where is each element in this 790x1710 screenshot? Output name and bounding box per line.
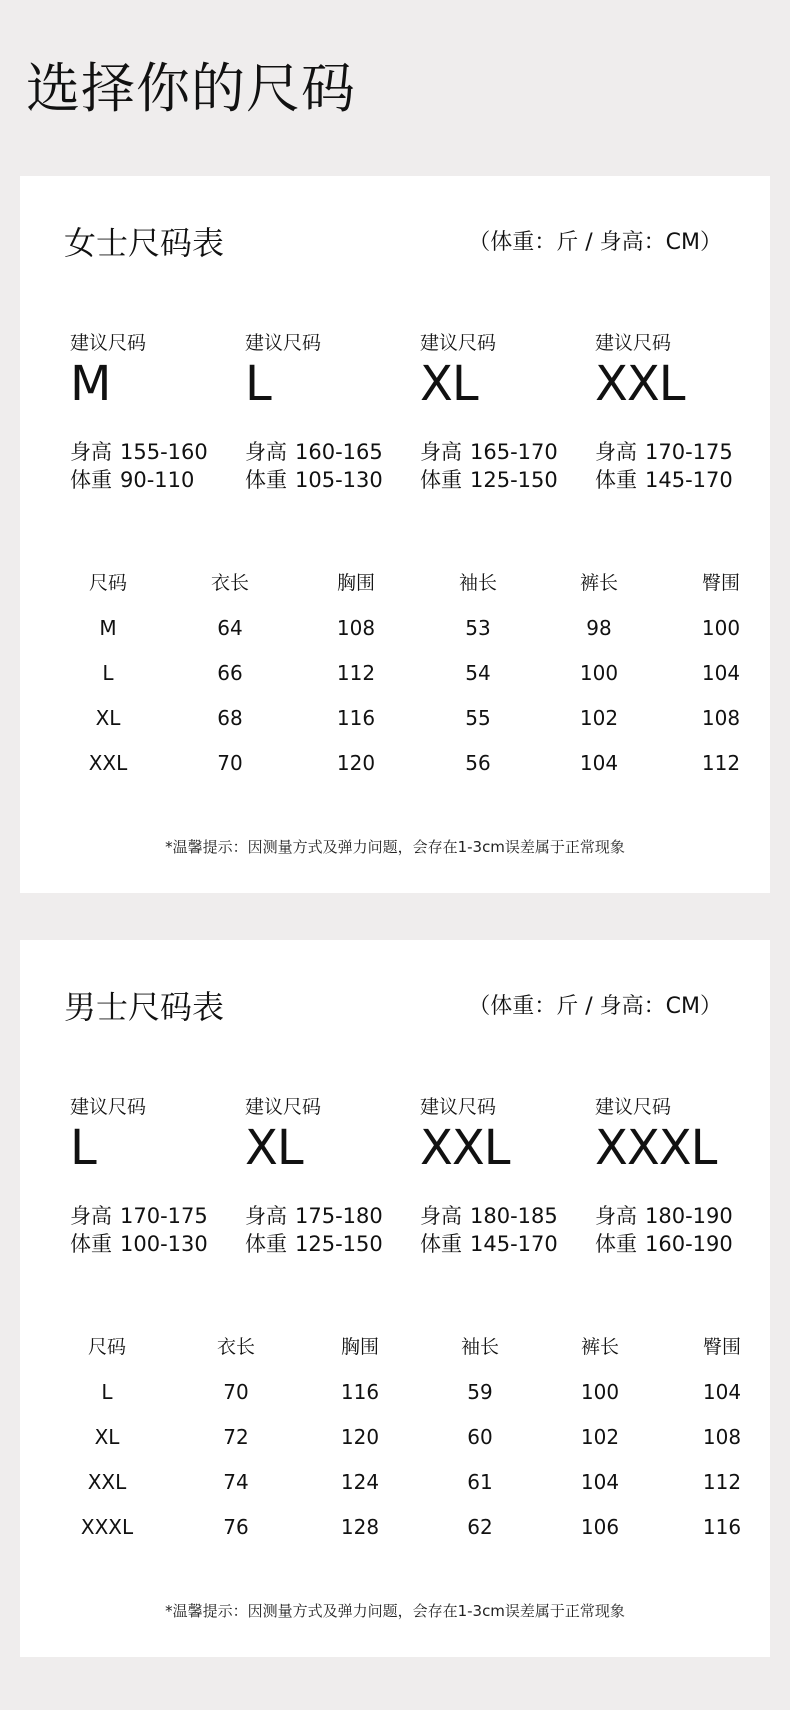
weight-label: 体重 bbox=[420, 468, 462, 492]
table-cell: 128 bbox=[340, 1515, 380, 1539]
recommended-size-value: XL bbox=[245, 1120, 303, 1176]
women-unit-note: （体重：斤 / 身高：CM） bbox=[468, 230, 722, 255]
recommended-size-value: M bbox=[70, 356, 111, 412]
recommended-size-value: XL bbox=[420, 356, 478, 412]
weight-range bbox=[245, 1230, 415, 1258]
table-cell: 61 bbox=[467, 1470, 493, 1494]
men-recommended-sizes bbox=[70, 1098, 750, 1273]
column-header-chest: 胸围 bbox=[336, 572, 375, 594]
weight-label: 体重 bbox=[245, 468, 287, 492]
weight-range bbox=[70, 1230, 240, 1258]
table-cell: 108 bbox=[701, 706, 741, 730]
height-label: 身高 bbox=[420, 440, 462, 464]
men-measurement-tip: *温馨提示：因测量方式及弹力问题，会存在1-3cm误差属于正常现象 bbox=[165, 1602, 625, 1620]
table-cell: 116 bbox=[702, 1515, 742, 1539]
table-cell: 70 bbox=[223, 1380, 249, 1404]
height-label: 身高 bbox=[70, 440, 112, 464]
table-cell: 112 bbox=[702, 1470, 742, 1494]
table-cell: 56 bbox=[465, 751, 491, 775]
height-label: 身高 bbox=[245, 440, 287, 464]
height-value: 180-185 bbox=[470, 1204, 558, 1228]
table-cell: 102 bbox=[579, 706, 619, 730]
recommended-size-label: 建议尺码 bbox=[70, 1096, 147, 1118]
table-cell: 116 bbox=[340, 1380, 380, 1404]
weight-label: 体重 bbox=[245, 1232, 287, 1256]
table-cell: 66 bbox=[217, 661, 243, 685]
recommended-size-card bbox=[245, 1098, 415, 1258]
women-measurement-tip: *温馨提示：因测量方式及弹力问题，会存在1-3cm误差属于正常现象 bbox=[165, 838, 625, 856]
table-cell: 104 bbox=[701, 661, 741, 685]
table-cell: 116 bbox=[336, 706, 376, 730]
weight-range bbox=[595, 466, 765, 494]
column-header-size: 尺码 bbox=[87, 1336, 126, 1358]
men-chart-title: 男士尺码表 bbox=[64, 988, 225, 1026]
height-range bbox=[70, 1202, 240, 1230]
weight-value: 160-190 bbox=[645, 1232, 733, 1256]
height-range bbox=[595, 1202, 765, 1230]
recommended-size-label: 建议尺码 bbox=[245, 1096, 322, 1118]
recommended-size-value: L bbox=[70, 1120, 96, 1176]
table-row bbox=[58, 706, 748, 751]
table-cell: 98 bbox=[586, 616, 612, 640]
height-value: 165-170 bbox=[470, 440, 558, 464]
table-row bbox=[58, 751, 748, 796]
table-cell: XXL bbox=[87, 1470, 127, 1494]
table-cell: 74 bbox=[223, 1470, 249, 1494]
table-cell: 55 bbox=[465, 706, 491, 730]
recommended-size-card bbox=[420, 334, 590, 494]
table-row bbox=[58, 1515, 748, 1560]
women-measurement-table bbox=[58, 571, 748, 796]
table-cell: 102 bbox=[580, 1425, 620, 1449]
table-cell: 68 bbox=[217, 706, 243, 730]
height-label: 身高 bbox=[420, 1204, 462, 1228]
column-header-pants-length: 裤长 bbox=[579, 572, 618, 594]
column-header-size: 尺码 bbox=[88, 572, 127, 594]
height-value: 175-180 bbox=[295, 1204, 383, 1228]
weight-range bbox=[420, 1230, 590, 1258]
recommended-size-card bbox=[70, 334, 240, 494]
weight-value: 125-150 bbox=[295, 1232, 383, 1256]
height-label: 身高 bbox=[70, 1204, 112, 1228]
recommended-size-card bbox=[420, 1098, 590, 1258]
women-chart-title: 女士尺码表 bbox=[64, 224, 225, 262]
weight-value: 125-150 bbox=[470, 468, 558, 492]
recommended-size-label: 建议尺码 bbox=[245, 332, 322, 354]
column-header-sleeve: 袖长 bbox=[458, 572, 497, 594]
table-cell: 104 bbox=[702, 1380, 742, 1404]
table-cell: XXL bbox=[88, 751, 128, 775]
recommended-size-card bbox=[595, 1098, 765, 1258]
table-cell: 59 bbox=[467, 1380, 493, 1404]
weight-value: 145-170 bbox=[645, 468, 733, 492]
height-label: 身高 bbox=[595, 1204, 637, 1228]
recommended-size-card bbox=[70, 1098, 240, 1258]
table-cell: M bbox=[99, 616, 117, 640]
table-header-row bbox=[58, 571, 748, 616]
table-row bbox=[58, 616, 748, 661]
table-cell: 120 bbox=[336, 751, 376, 775]
height-range bbox=[245, 1202, 415, 1230]
table-cell: XXXL bbox=[80, 1515, 134, 1539]
table-cell: L bbox=[101, 1380, 113, 1404]
column-header-chest: 胸围 bbox=[340, 1336, 379, 1358]
height-value: 170-175 bbox=[120, 1204, 208, 1228]
table-row bbox=[58, 1380, 748, 1425]
weight-range bbox=[420, 466, 590, 494]
height-value: 180-190 bbox=[645, 1204, 733, 1228]
table-cell: 120 bbox=[340, 1425, 380, 1449]
table-cell: 53 bbox=[465, 616, 491, 640]
weight-label: 体重 bbox=[595, 1232, 637, 1256]
table-cell: L bbox=[102, 661, 114, 685]
table-cell: 64 bbox=[217, 616, 243, 640]
column-header-hip: 臀围 bbox=[701, 572, 740, 594]
table-cell: XL bbox=[95, 706, 121, 730]
table-header-row bbox=[58, 1335, 748, 1380]
table-cell: 104 bbox=[579, 751, 619, 775]
height-range bbox=[245, 438, 415, 466]
recommended-size-card bbox=[245, 334, 415, 494]
table-cell: 106 bbox=[580, 1515, 620, 1539]
weight-range bbox=[595, 1230, 765, 1258]
table-cell: 108 bbox=[702, 1425, 742, 1449]
weight-label: 体重 bbox=[420, 1232, 462, 1256]
height-label: 身高 bbox=[245, 1204, 287, 1228]
table-cell: 54 bbox=[465, 661, 491, 685]
column-header-length: 衣长 bbox=[216, 1336, 255, 1358]
recommended-size-value: XXL bbox=[420, 1120, 510, 1176]
recommended-size-value: XXL bbox=[595, 356, 685, 412]
recommended-size-value: XXXL bbox=[595, 1120, 717, 1176]
height-value: 170-175 bbox=[645, 440, 733, 464]
table-cell: XL bbox=[94, 1425, 120, 1449]
recommended-size-label: 建议尺码 bbox=[420, 1096, 497, 1118]
weight-value: 90-110 bbox=[120, 468, 195, 492]
men-measurement-table bbox=[58, 1335, 748, 1560]
table-row bbox=[58, 661, 748, 706]
table-cell: 124 bbox=[340, 1470, 380, 1494]
women-size-chart bbox=[20, 176, 770, 893]
height-label: 身高 bbox=[595, 440, 637, 464]
recommended-size-label: 建议尺码 bbox=[70, 332, 147, 354]
table-row bbox=[58, 1470, 748, 1515]
height-value: 160-165 bbox=[295, 440, 383, 464]
table-cell: 100 bbox=[579, 661, 619, 685]
recommended-size-card bbox=[595, 334, 765, 494]
table-cell: 76 bbox=[223, 1515, 249, 1539]
height-range bbox=[420, 438, 590, 466]
weight-value: 145-170 bbox=[470, 1232, 558, 1256]
column-header-length: 衣长 bbox=[210, 572, 249, 594]
recommended-size-label: 建议尺码 bbox=[595, 1096, 672, 1118]
height-value: 155-160 bbox=[120, 440, 208, 464]
men-size-chart bbox=[20, 940, 770, 1657]
column-header-sleeve: 袖长 bbox=[460, 1336, 499, 1358]
weight-label: 体重 bbox=[70, 1232, 112, 1256]
table-cell: 72 bbox=[223, 1425, 249, 1449]
table-cell: 70 bbox=[217, 751, 243, 775]
weight-range bbox=[245, 466, 415, 494]
column-header-pants-length: 裤长 bbox=[580, 1336, 619, 1358]
height-range bbox=[420, 1202, 590, 1230]
table-cell: 60 bbox=[467, 1425, 493, 1449]
table-cell: 62 bbox=[467, 1515, 493, 1539]
table-cell: 100 bbox=[701, 616, 741, 640]
weight-label: 体重 bbox=[595, 468, 637, 492]
table-cell: 112 bbox=[336, 661, 376, 685]
women-recommended-sizes bbox=[70, 334, 750, 509]
height-range bbox=[595, 438, 765, 466]
table-cell: 104 bbox=[580, 1470, 620, 1494]
recommended-size-label: 建议尺码 bbox=[595, 332, 672, 354]
recommended-size-label: 建议尺码 bbox=[420, 332, 497, 354]
column-header-hip: 臀围 bbox=[702, 1336, 741, 1358]
weight-value: 100-130 bbox=[120, 1232, 208, 1256]
table-row bbox=[58, 1425, 748, 1470]
recommended-size-value: L bbox=[245, 356, 271, 412]
height-range bbox=[70, 438, 240, 466]
table-cell: 100 bbox=[580, 1380, 620, 1404]
weight-label: 体重 bbox=[70, 468, 112, 492]
table-cell: 112 bbox=[701, 751, 741, 775]
weight-value: 105-130 bbox=[295, 468, 383, 492]
table-cell: 108 bbox=[336, 616, 376, 640]
men-unit-note: （体重：斤 / 身高：CM） bbox=[468, 994, 722, 1019]
weight-range bbox=[70, 466, 240, 494]
page-title: 选择你的尺码 bbox=[26, 57, 356, 120]
